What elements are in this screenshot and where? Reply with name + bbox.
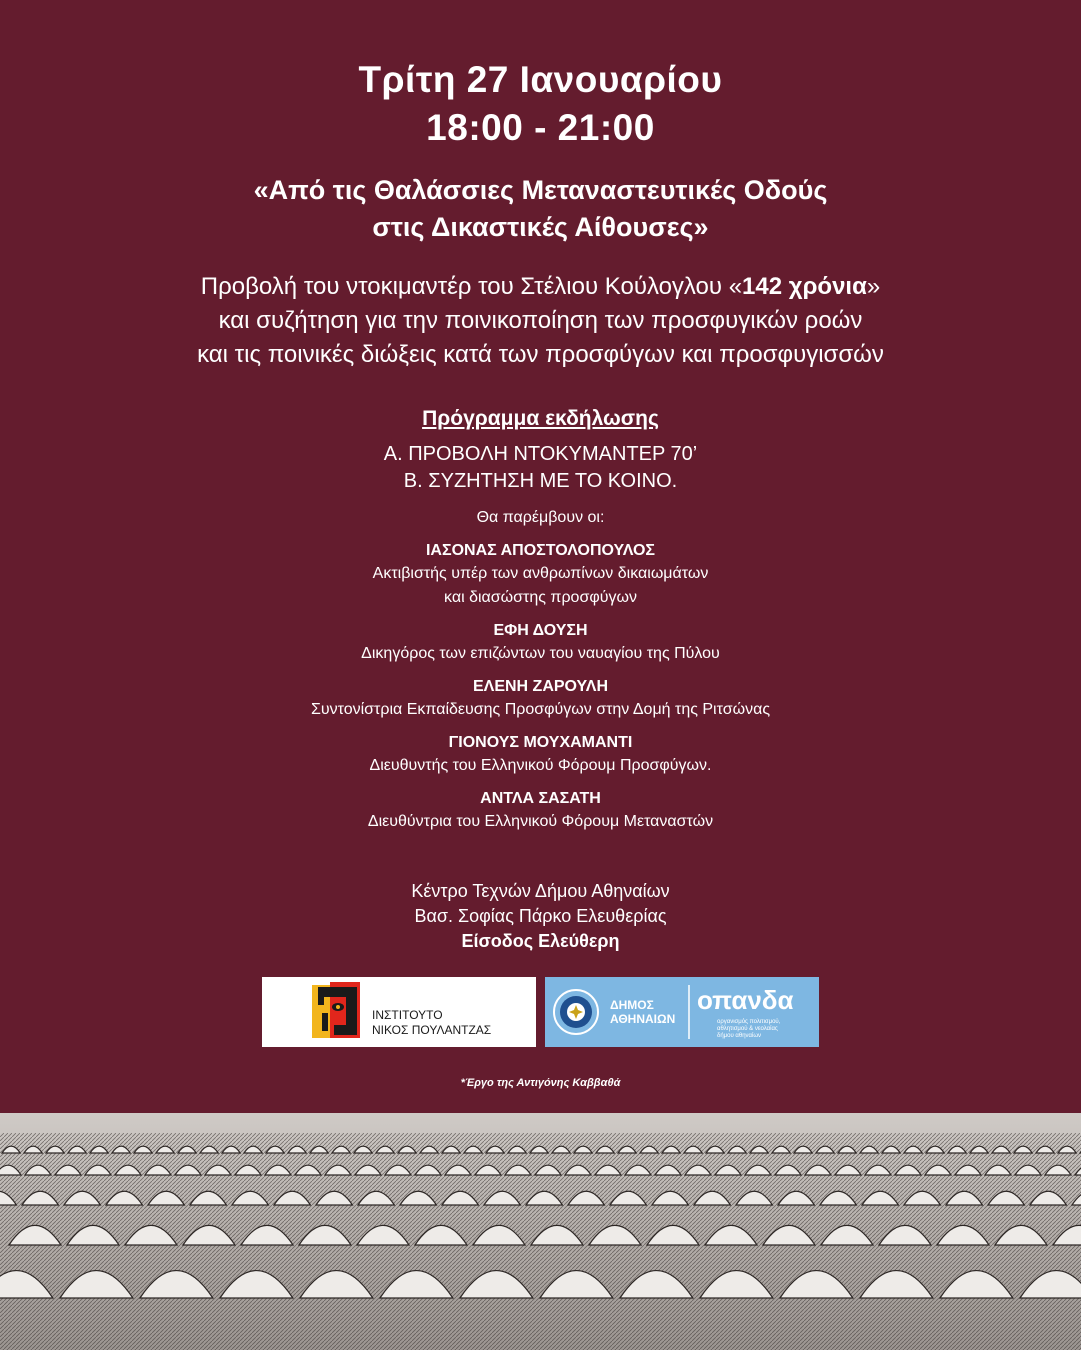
face-detail-icon: [322, 1013, 328, 1031]
speaker-role: Διευθυντής του Ελληνικού Φόρουμ Προσφύγων.: [369, 757, 712, 774]
speaker-role: Συντονίστρια Εκπαίδευσης Προσφύγων στην Δομή της Ριτσώνας: [310, 701, 771, 718]
municipality-name-line-1: ΔΗΜΟΣ: [610, 998, 654, 1012]
speakers-list: [0, 540, 1081, 844]
speaker: [0, 788, 1081, 834]
eye-pupil-icon: [336, 1005, 340, 1009]
venue-address: Βασ. Σοφίας Πάρκο Ελευθερίας: [414, 906, 667, 926]
event-intro: [0, 270, 1081, 372]
free-entry: Είσοδος Ελεύθερη: [461, 931, 620, 951]
event-title-line-2: στις Δικαστικές Αίθουσες»: [372, 212, 709, 242]
speaker-name: ΕΛΕΝΗ ΖΑΡΟΥΛΗ: [472, 678, 608, 695]
speaker-role: Διευθύντρια του Ελληνικού Φόρουμ Μεταναστών: [367, 813, 714, 830]
program-items: [0, 441, 1081, 495]
speaker: [0, 732, 1081, 778]
opanda-subtitle-line-1: οργανισμός πολιτισμού,: [717, 1019, 781, 1025]
speaker: [0, 620, 1081, 666]
opanda-wordmark: οπανδα: [697, 985, 794, 1015]
intro-text-1: Προβολή του ντοκιμαντέρ του Στέλιου Κούλογλου «: [200, 273, 743, 300]
program-item-b: Β. ΣΥΖΗΤΗΣΗ ΜΕ ΤΟ ΚΟΙΝΟ.: [403, 470, 678, 492]
municipality-name-line-2: ΑΘΗΝΑΙΩΝ: [610, 1012, 676, 1026]
opanda-subtitle-line-2: αθλητισμού & νεολαίας: [717, 1026, 778, 1032]
intro-line-2: και συζήτηση για την ποινικοποίηση των προσφυγικών ροών: [218, 307, 863, 334]
venue-info: [0, 879, 1081, 954]
speaker: [0, 676, 1081, 722]
event-time: 18:00 - 21:00: [426, 107, 655, 148]
venue-name: Κέντρο Τεχνών Δήμου Αθηναίων: [411, 881, 670, 901]
event-date-time: [0, 56, 1081, 152]
speaker: [0, 540, 1081, 610]
speaker-name: ΙΑΣΟΝΑΣ ΑΠΟΣΤΟΛΟΠΟΥΛΟΣ: [425, 542, 655, 559]
speaker-role: και διασώστης προσφύγων: [444, 589, 637, 606]
speaker-role: Δικηγόρος των επιζώντων του ναυαγίου της Πύλου: [361, 645, 720, 662]
event-date: Τρίτη 27 Ιανουαρίου: [358, 59, 723, 100]
event-title: [0, 172, 1081, 246]
institute-name-line-2: ΝΙΚΟΣ ΠΟΥΛΑΝΤΖΑΣ: [372, 1023, 492, 1037]
program-item-a: Α. ΠΡΟΒΟΛΗ ΝΤΟΚΥΜΑΝΤΕΡ 70’: [383, 443, 698, 465]
intro-line-1: [0, 270, 1081, 304]
municipality-opanda-logo[interactable]: [545, 977, 819, 1047]
documentary-title: 142 χρόνια: [742, 273, 867, 300]
speaker-name: ΓΙΟΝΟΥΣ ΜΟΥΧΑΜΑΝΤΙ: [448, 734, 633, 751]
program-heading: Πρόγραμμα εκδήλωσης: [422, 407, 659, 430]
refugee-camp-artwork: [0, 1113, 1081, 1350]
institute-logo[interactable]: [262, 977, 536, 1047]
institute-logo-graphic: [262, 977, 536, 1047]
speaker-name: ΕΦΗ ΔΟΥΣΗ: [493, 622, 588, 639]
intro-text-1-close: »: [866, 273, 881, 300]
event-title-line-1: «Από τις Θαλάσσιες Μεταναστευτικές Οδούς: [253, 175, 828, 205]
artwork-credit: *Έργο της Αντιγόνης Καββαθά: [460, 1077, 621, 1089]
institute-name-line-1: ΙΝΣΤΙΤΟΥΤΟ: [372, 1008, 443, 1022]
speaker-name: ΑΝΤΛΑ ΣΑΣΑΤΗ: [480, 790, 601, 807]
intro-line-3: και τις ποινικές διώξεις κατά των προσφύγων και προσφυγισσών: [197, 341, 884, 368]
opanda-subtitle-line-3: δήμου αθηναίων: [717, 1033, 762, 1039]
participants-label: Θα παρέμβουν οι:: [476, 509, 605, 526]
speaker-role: Ακτιβιστής υπέρ των ανθρωπίνων δικαιωμάτων: [372, 565, 709, 582]
municipality-logo-graphic: [545, 977, 819, 1047]
